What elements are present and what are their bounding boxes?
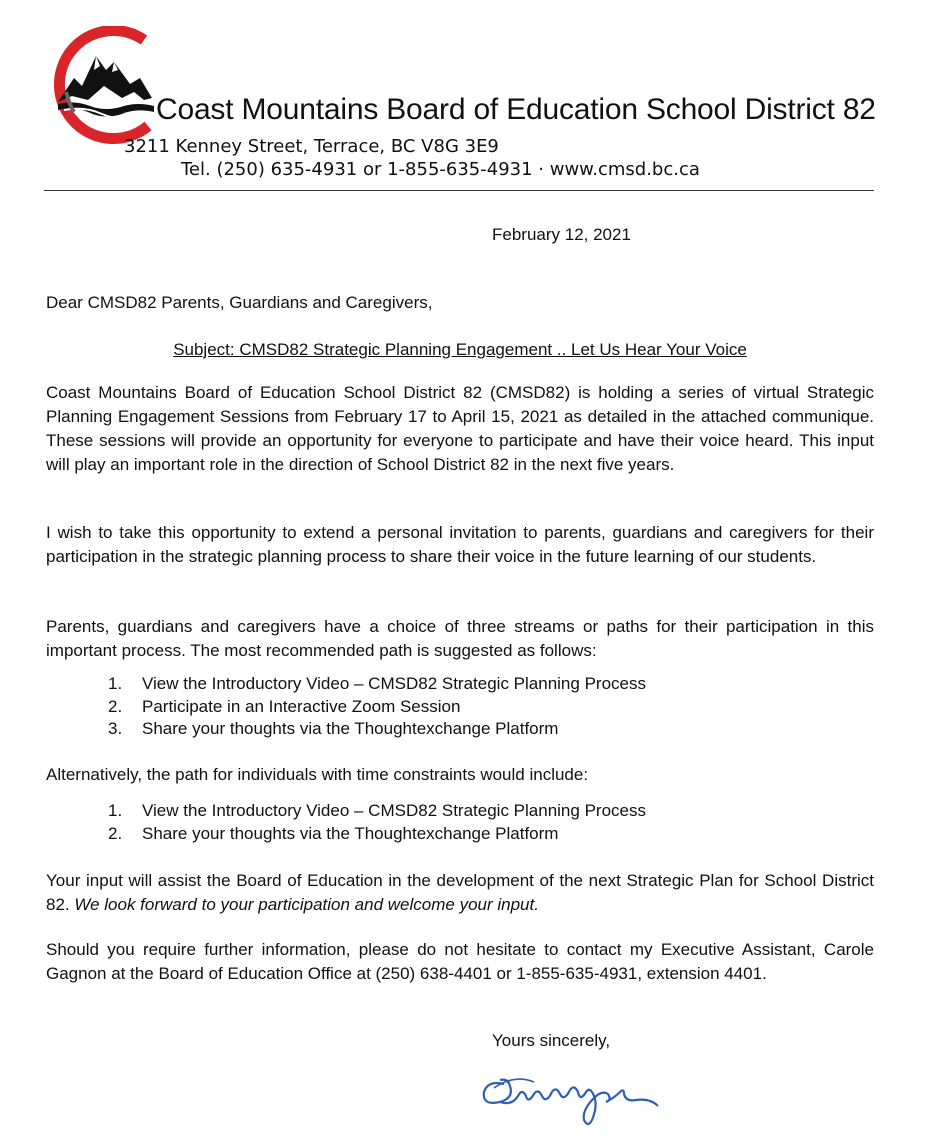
list-number: 3.	[108, 719, 123, 738]
list-item	[108, 696, 646, 719]
list-item	[108, 800, 646, 823]
list-number: 2.	[108, 823, 123, 843]
alternative-path-list	[108, 800, 646, 845]
recommended-path-list	[108, 673, 646, 741]
paragraph-paths: Parents, guardians and caregivers have a choice of three streams or paths for their participation in this important process. The most recommended path is suggested as follows:	[46, 617, 874, 660]
salutation: Dear CMSD82 Parents, Guardians and Caregivers,	[46, 293, 433, 312]
closing: Yours sincerely,	[492, 1031, 611, 1050]
letterhead	[44, 26, 874, 196]
list-text: Share your thoughts via the Thoughtexchange Platform	[142, 719, 559, 738]
paragraph-input-text: Your input will assist the Board of Education in the development of the next Strategic Plan for School District 82.	[46, 871, 874, 914]
list-item	[108, 673, 646, 696]
handwritten-signature-icon	[474, 1062, 664, 1132]
org-address: 3211 Kenney Street, Terrace, BC V8G 3E9	[124, 136, 499, 157]
letter-date: February 12, 2021	[492, 225, 631, 244]
paragraph-input	[46, 869, 874, 917]
paragraph-invitation: I wish to take this opportunity to extend a personal invitation to parents, guardians and caregivers for their participation in the strategic planning process to share their voice in the future learning of our students.	[46, 523, 874, 566]
paragraph-intro: Coast Mountains Board of Education School District 82 (CMSD82) is holding a series of virtual Strategic Planning Engagement Sessions from February 17 to April 15, 2021 as detailed in the attached communique. These sessions will provide an opportunity for everyone to participate and have their voice heard. This input will play an important role in the direction of School District 82 in the next five years.	[46, 383, 874, 474]
list-number: 1.	[108, 674, 123, 693]
org-contact: Tel. (250) 635-4931 or 1-855-635-4931 · www.cmsd.bc.ca	[181, 159, 700, 180]
paragraph-input-italic: We look forward to your participation and welcome your input.	[74, 895, 539, 914]
alternative-intro: Alternatively, the path for individuals with time constraints would include:	[46, 765, 589, 784]
list-text: Share your thoughts via the Thoughtexchange Platform	[142, 823, 559, 843]
subject-text: Subject: CMSD82 Strategic Planning Engagement .. Let Us Hear Your Voice	[173, 340, 747, 359]
list-item	[108, 718, 646, 741]
org-name: Coast Mountains Board of Education School District 82	[156, 93, 876, 126]
list-text: Participate in an Interactive Zoom Session	[142, 696, 461, 716]
list-text: View the Introductory Video – CMSD82 Strategic Planning Process	[142, 674, 646, 693]
list-item	[108, 823, 646, 846]
subject-line	[46, 340, 874, 360]
letterhead-divider	[44, 190, 874, 191]
mountain-logo-icon	[44, 26, 162, 144]
list-number: 2.	[108, 696, 123, 716]
list-text: View the Introductory Video – CMSD82 Strategic Planning Process	[142, 801, 646, 820]
paragraph-contact: Should you require further information, please do not hesitate to contact my Executive Assistant, Carole Gagnon at the Board of Education Office at (250) 638-4401 or 1-855-635-4931, extension 4401.	[46, 940, 874, 983]
list-number: 1.	[108, 801, 123, 820]
